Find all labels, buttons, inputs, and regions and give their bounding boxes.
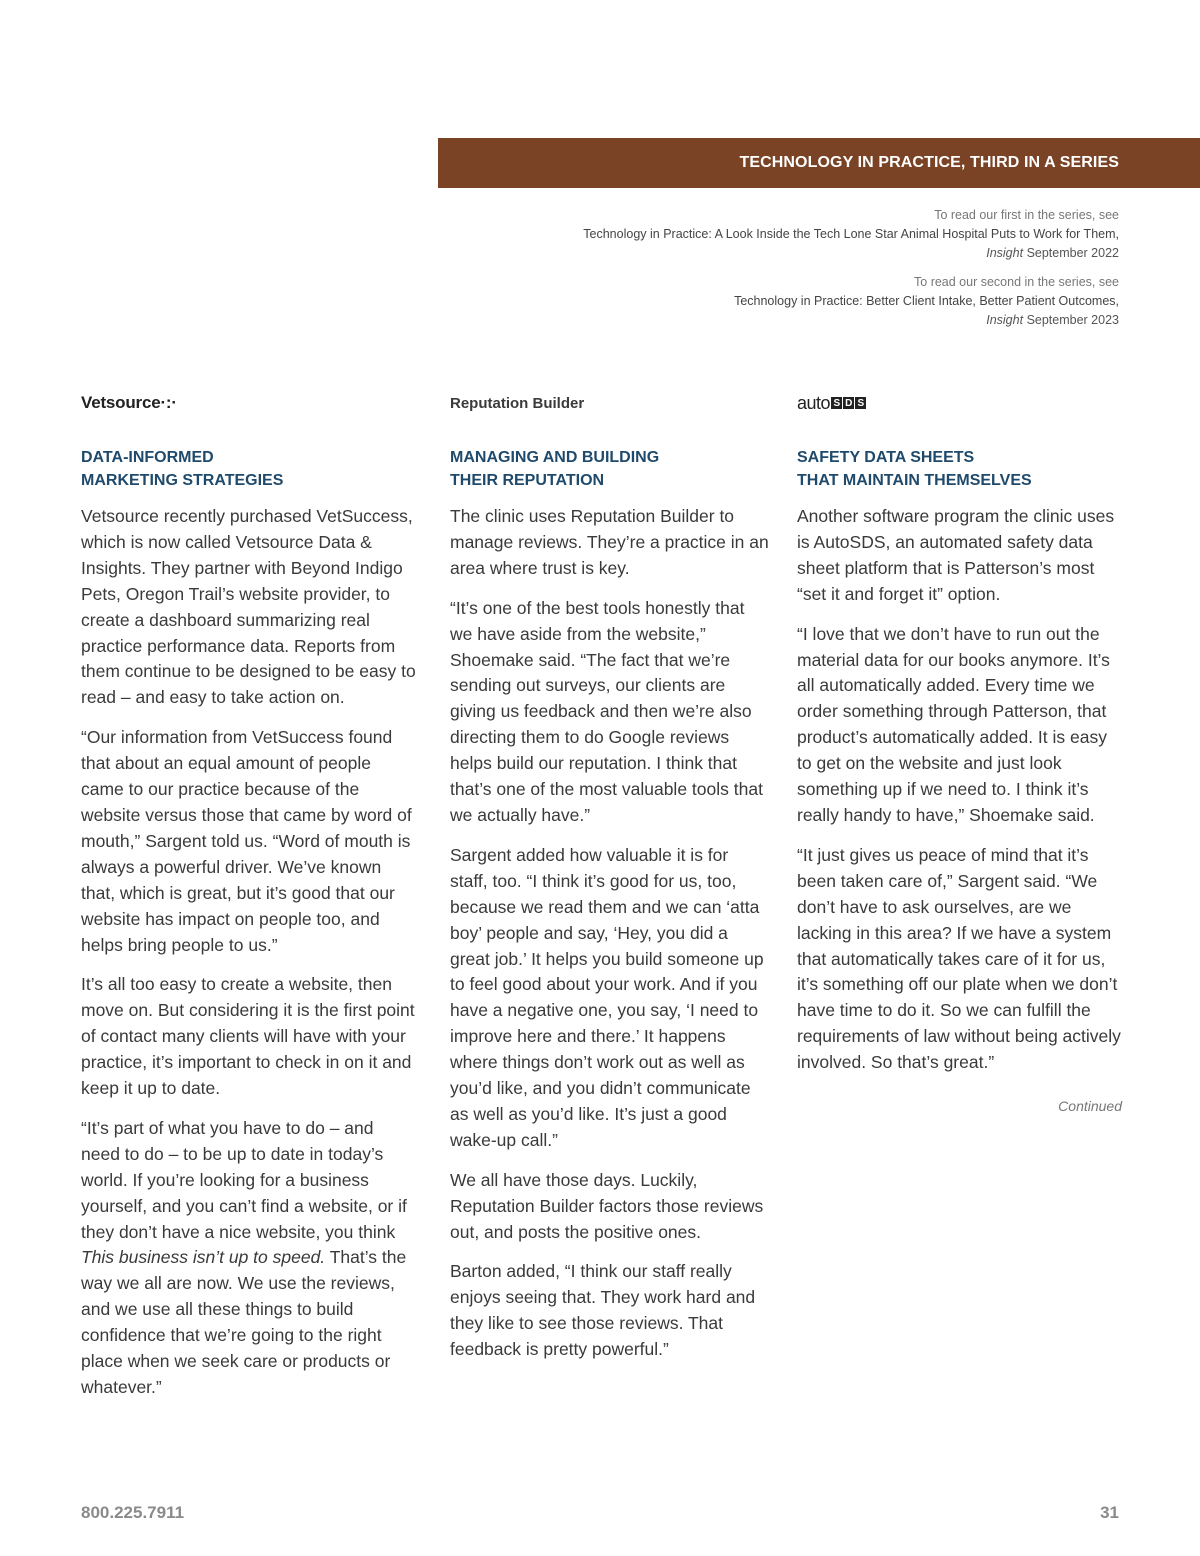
ref-intro: To read our second in the series, see [914, 275, 1119, 289]
ref-publication: Insight [986, 246, 1024, 260]
ref-citation [419, 311, 1119, 330]
column-reputation-builder [450, 392, 770, 1377]
heading-line: THAT MAINTAIN THEMSELVES [797, 472, 1032, 489]
autosds-logo-mark [797, 393, 867, 414]
column-autosds [797, 392, 1122, 1114]
column-vetsource [81, 392, 416, 1415]
vetsource-logo-mark: ·:· [160, 393, 177, 412]
banner-title: TECHNOLOGY IN PRACTICE, THIRD IN A SERIES [739, 154, 1119, 171]
vetsource-logo-text: Vetsource [81, 393, 161, 412]
reputation-builder-logo-text: Reputation Builder [450, 394, 585, 412]
body-paragraph: “Our information from VetSuccess found that about an equal amount of people came to our practice because of the website versus those that came by word of mouth,” Sargent told us. “Word of mouth is always a powerful driver. We’ve known that, which is great, but it’s good that our website has impact on people too, and helps bring people to us.” [81, 727, 412, 955]
series-banner [438, 138, 1200, 188]
ref-publication: Insight [986, 313, 1024, 327]
sds-letter: S [855, 397, 866, 409]
paragraph-italic-text: This business isn’t up to speed. [81, 1247, 326, 1268]
section-heading [450, 446, 770, 492]
body-paragraph: It’s all too easy to create a website, then move on. But considering it is the first point of contact many clients will have with your practice, it’s important to check in on it and keep it up to date. [81, 974, 415, 1099]
body-paragraph: We all have those days. Luckily, Reputation Builder factors those reviews out, and posts the positive ones. [450, 1169, 764, 1242]
body-paragraph: Another software program the clinic uses is AutoSDS, an automated safety data sheet platform that is Patterson’s most “set it and forget it” option. [797, 506, 1115, 604]
ref-intro: To read our first in the series, see [934, 208, 1119, 222]
heading-line: DATA-INFORMED [81, 449, 214, 466]
paragraph-text: That’s the way we all are now. We use the reviews, and we use all these things to build confidence that we’re going to the right place when we seek care or products or whatever.” [81, 1247, 407, 1397]
reputation-builder-logo [450, 392, 770, 414]
autosds-logo-boxes [831, 397, 867, 409]
paragraph-text: “It’s part of what you have to do – and need to do – to be up to date in today’s world. If you’re looking for a business yourself, and you can’t find a website, or if they don’t have a nice website, you think [81, 1117, 407, 1242]
body-paragraph: “It’s one of the best tools honestly that we have aside from the website,” Shoemake said. “The fact that we’re sending out surveys, our clients are giving us feedback and then we’re also directing them to do Google reviews helps build our reputation. I think that that’s one of the most valuable tools that we actually have.” [450, 597, 763, 825]
page-number: 31 [1100, 1503, 1119, 1522]
series-references [419, 206, 1119, 340]
heading-line: MARKETING STRATEGIES [81, 472, 284, 489]
series-ref-second [419, 273, 1119, 330]
ref-date: September 2022 [1026, 246, 1119, 260]
sds-letter: D [843, 397, 854, 409]
body-paragraph: “It just gives us peace of mind that it’s been taken care of,” Sargent said. “We don’t have to ask ourselves, are we lacking in this area? If we have a system that automatically takes care of it for us, it’s something off our plate when we don’t have time to do it. So we can fulfill the requirements of law without being actively involved. So that’s great.” [797, 844, 1121, 1073]
body-paragraph: Vetsource recently purchased VetSuccess, which is now called Vetsource Data & Insights. They partner with Beyond Indigo Pets, Oregon Trail’s website provider, to create a dashboard summarizing real practice performance data. Reports from them continue to be designed to be easy to read – and easy to take action on. [81, 506, 416, 708]
body-paragraph: The clinic uses Reputation Builder to manage reviews. They’re a practice in an area where trust is key. [450, 506, 769, 578]
ref-date: September 2023 [1026, 313, 1119, 327]
ref-title: Technology in Practice: A Look Inside the Tech Lone Star Animal Hospital Puts to Work for Them, [583, 227, 1119, 241]
section-heading [81, 446, 416, 492]
continued-label: Continued [1058, 1098, 1122, 1115]
heading-line: SAFETY DATA SHEETS [797, 449, 975, 466]
series-ref-first [419, 206, 1119, 263]
heading-line: MANAGING AND BUILDING [450, 449, 660, 466]
footer-phone: 800.225.7911 [81, 1503, 185, 1522]
sds-letter: S [831, 397, 842, 409]
section-heading [797, 446, 1122, 492]
ref-title: Technology in Practice: Better Client Intake, Better Patient Outcomes, [734, 294, 1119, 308]
autosds-logo-text: auto [797, 392, 831, 413]
body-paragraph: Barton added, “I think our staff really enjoys seeing that. They work hard and they like to see those reviews. That feedback is pretty powerful.” [450, 1261, 756, 1360]
body-paragraph: “I love that we don’t have to run out the material data for our books anymore. It’s all automatically added. Every time we order something through Patterson, that product’s automatically added. It is easy to get on the website and just look something up if we need to. I think it’s really handy to have,” Shoemake said. [797, 623, 1110, 825]
body-paragraph [81, 1116, 416, 1401]
heading-line: THEIR REPUTATION [450, 472, 605, 489]
ref-citation [419, 244, 1119, 263]
autosds-logo [797, 392, 1122, 414]
vetsource-logo [81, 392, 416, 414]
body-paragraph: Sargent added how valuable it is for staff, too. “I think it’s good for us, too, because we read them and we can ‘atta boy’ people and say, ‘Hey, you did a great job.’ It helps you build someone up to feel good about your work. And if you have a negative one, you say, ‘I need to improve here and there.’ It happens where things don’t work out as well as you’d like, and you didn’t communicate as well as you’d like. It’s just a good wake-up call.” [450, 844, 764, 1150]
